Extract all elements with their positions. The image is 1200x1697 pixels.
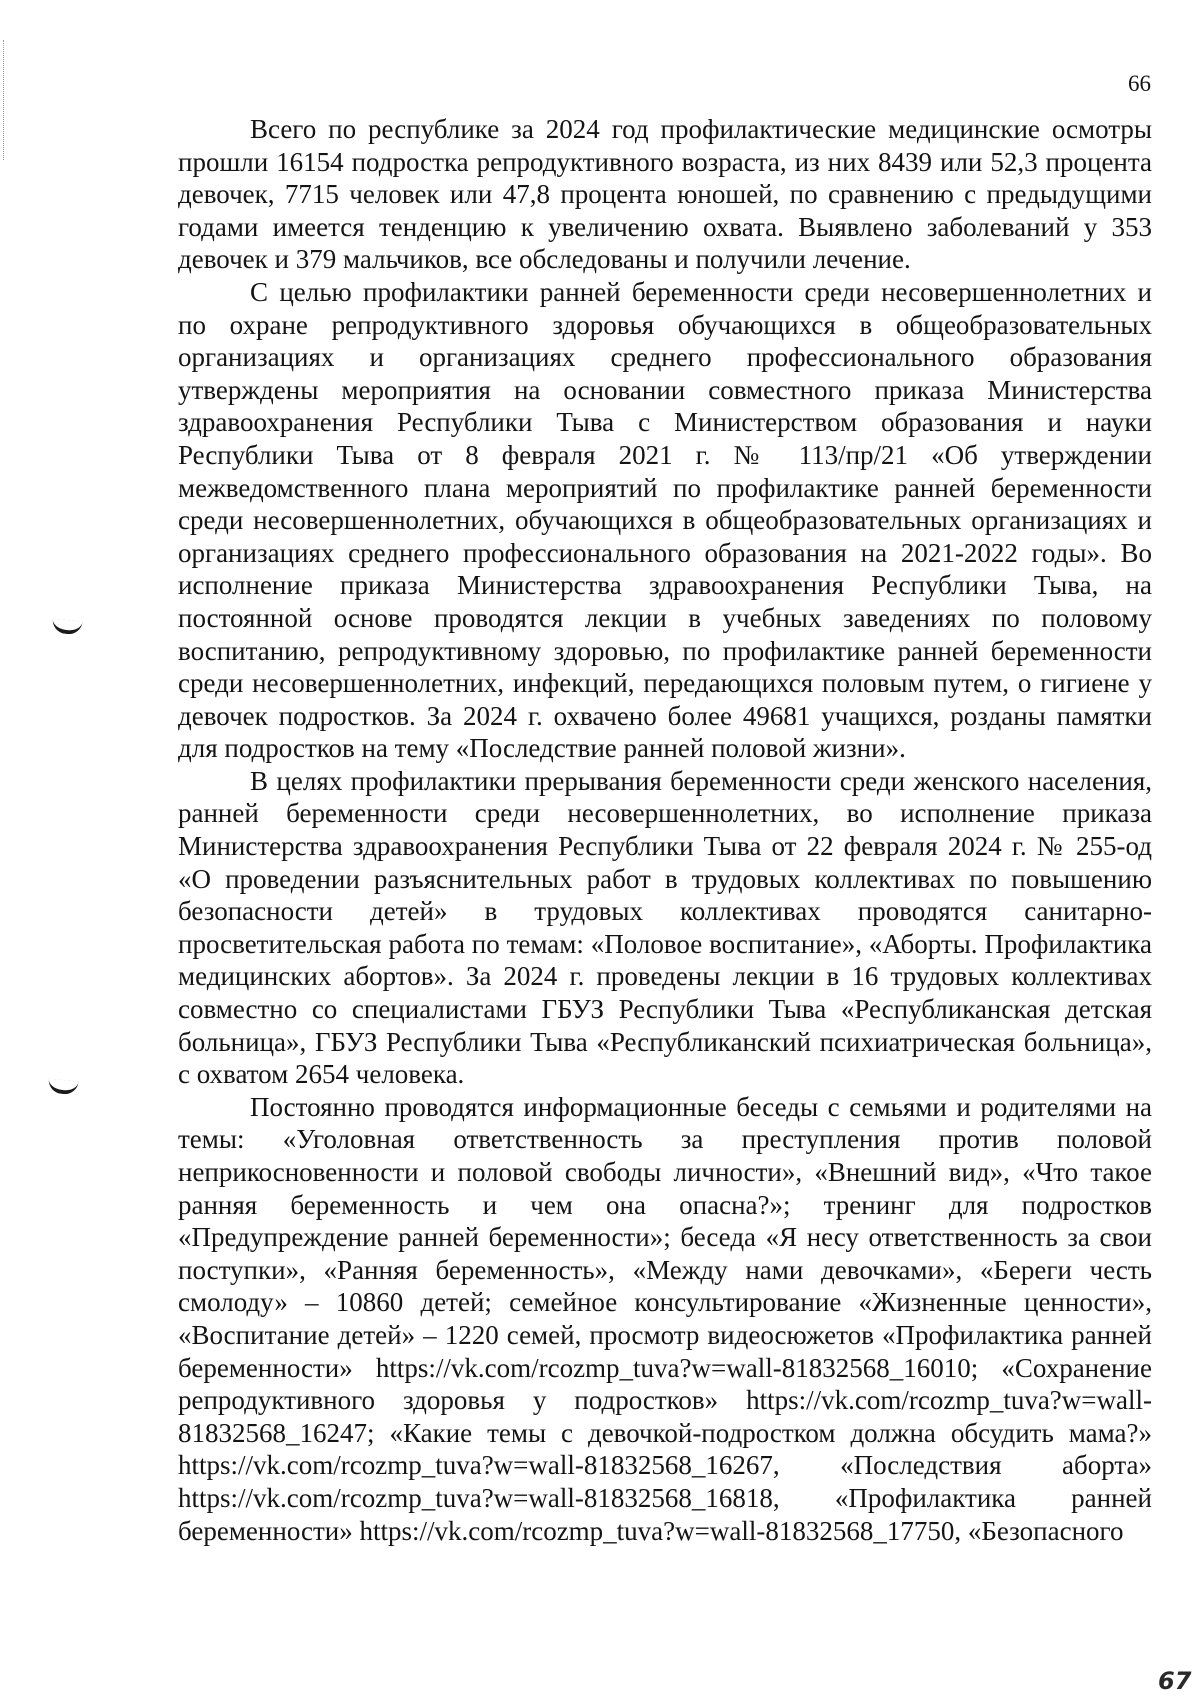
document-body [178,113,1152,1547]
paragraph-prevention-measures: С целью профилактики ранней беременности среди несовершеннолетних и по охране репродуктивного здоровья обучающихся в общеобразовательных организациях и организациях среднего профессионального образования утверждены мероприятия на основании совместного приказа Министерства здравоохранения Республики Тыва с Министерством образования и науки Республики Тыва от 8 февраля 2021 г. № 113/пр/21 «Об утверждении межведомственного плана мероприятий по профилактике ранней беременности среди несовершеннолетних, обучающихся в общеобразовательных организациях и организациях среднего профессионального образования на 2021-2022 годы». Во исполнение приказа Министерства здравоохранения Республики Тыва, на постоянной основе проводятся лекции в учебных заведениях по половому воспитанию, репродуктивному здоровью, по профилактике ранней беременности среди несовершеннолетних, инфекций, передающихся половым путем, о гигиене у девочек подростков. За 2024 г. охвачено более 49681 учащихся, розданы памятки для подростков на тему «Последствие ранней половой жизни». [178,276,1152,764]
paragraph-checkups: Всего по республике за 2024 год профилактические медицинские осмотры прошли 16154 подростка репродуктивного возраста, из них 8439 или 52,3 процента девочек, 7715 человек или 47,8 процента юношей, по сравнению с предыдущими годами имеется тенденцию к увеличению охвата. Выявлено заболеваний у 353 девочек и 379 мальчиков, все обследованы и получили лечение. [178,114,1152,275]
margin-check-mark [47,1078,78,1095]
paragraph-workplace-lectures: В целях профилактики прерывания беременности среди женского населения, ранней беременности среди несовершеннолетних, во исполнение приказа Министерства здравоохранения Республики Тыва от 22 февраля 2024 г. № 255-од «О проведении разъяснительных работ в трудовых коллективах по повышению безопасности детей» в трудовых коллективах проводятся санитарно-просветительская работа по темам: «Половое воспитание», «Аборты. Профилактика медицинских абортов». За 2024 г. проведены лекции в 16 трудовых коллективах совместно со специалистами ГБУЗ Республики Тыва «Республиканская детская больница», ГБУЗ Республики Тыва «Республиканский психиатрическая больница», с охватом 2654 человека. [178,765,1152,1090]
scan-edge-marks [3,40,7,160]
page-number: 66 [1128,71,1151,96]
handwritten-page-number: 67 [1158,1667,1192,1695]
margin-check-mark [51,618,82,635]
paragraph-family-talks: Постоянно проводятся информационные беседы с семьями и родителями на темы: «Уголовная ответственность за преступления против половой неприкосновенности и половой свободы личности», «Внешний вид», «Что такое ранняя беременность и чем она опасна?»; тренинг для подростков «Предупреждение ранней беременности»; беседа «Я несу ответственность за свои поступки», «Ранняя беременность», «Между нами девочками», «Береги честь смолоду» – 10860 детей; семейное консультирование «Жизненные ценности», «Воспитание детей» – 1220 семей, просмотр видеосюжетов «Профилактика ранней беременности» https://vk.com/rcozmp_tuva?w=wall-81832568_16010; «Сохранение репродуктивного здоровья у подростков» https://vk.com/rcozmp_tuva?w=wall-81832568_16247; «Какие темы с девочкой-подростком должна обсудить мама?» https://vk.com/rcozmp_tuva?w=wall-81832568_16267, «Последствия аборта» https://vk.com/rcozmp_tuva?w=wall-81832568_16818, «Профилактика ранней беременности» https://vk.com/rcozmp_tuva?w=wall-81832568_17750, «Безопасного [178,1091,1152,1546]
